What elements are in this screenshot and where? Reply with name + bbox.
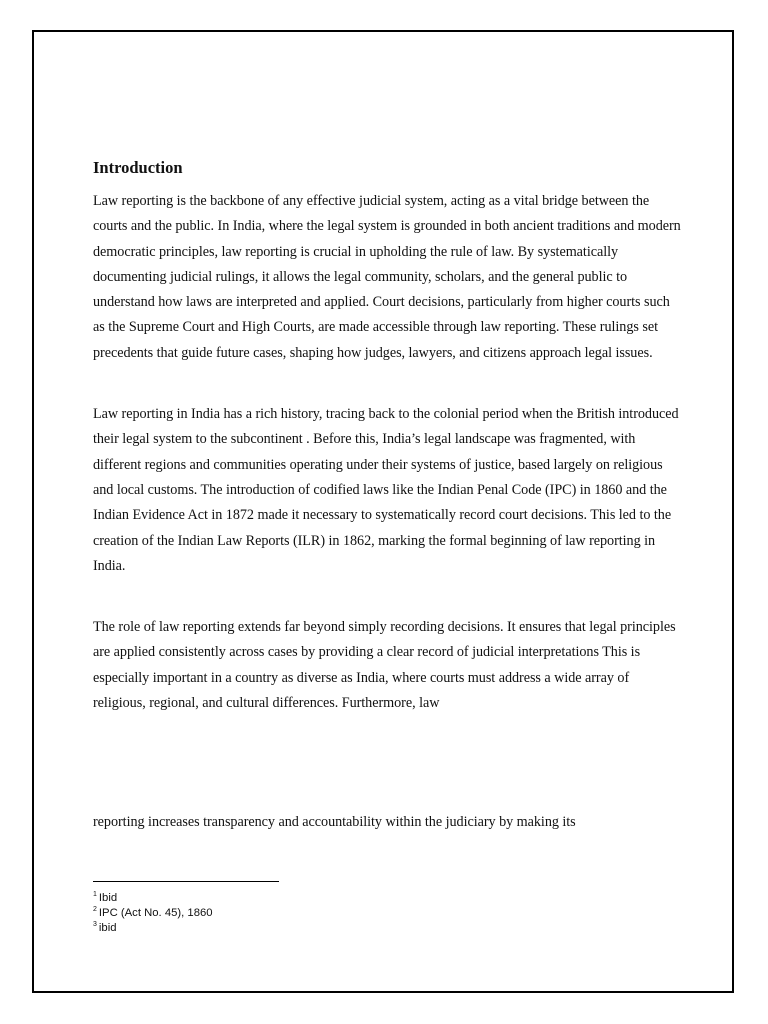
section-heading: Introduction (93, 158, 183, 177)
footnote-separator (93, 881, 279, 882)
footnote (93, 891, 213, 906)
footnote-mark: 2 (93, 906, 97, 914)
footnote-mark: 3 (93, 921, 97, 929)
footnotes (93, 891, 213, 936)
footnote-text: ibid (98, 922, 117, 934)
footnote-mark: 1 (93, 891, 97, 899)
footnote-text: Ibid (98, 892, 118, 904)
footnote (93, 906, 213, 921)
paragraph-3: The role of law reporting extends far beyond simply recording decisions. It ensures that legal principles are applied consistently across cases by providing a clear record of judicial interpretations This is especially important in a country as diverse as India, where courts must address a wide array of religious, regional, and cultural differences. Furthermore, law (93, 619, 676, 712)
footnote-text: IPC (Act No. 45), 1860 (98, 907, 213, 919)
paragraph-1: Law reporting is the backbone of any effective judicial system, acting as a vital bridge between the courts and the public. In India, where the legal system is grounded in both ancient traditions and modern democratic principles, law reporting is crucial in upholding the rule of law. By systematically documenting judicial rulings, it allows the legal community, scholars, and the general public to understand how laws are interpreted and applied. Court decisions, particularly from higher courts such as the Supreme Court and High Courts, are made accessible through law reporting. These rulings set precedents that guide future cases, shaping how judges, lawyers, and citizens approach legal issues. (93, 193, 681, 361)
paragraph-2: Law reporting in India has a rich history, tracing back to the colonial period when the British introduced their legal system to the subcontinent . Before this, India’s legal landscape was fragmented, with different regions and communities operating under their systems of justice, based largely on religious and local customs. The introduction of codified laws like the Indian Penal Code (IPC) in 1860 and the Indian Evidence Act in 1872 made it necessary to systematically record court decisions. This led to the creation of the Indian Law Reports (ILR) in 1862, marking the formal beginning of law reporting in India. (93, 406, 679, 574)
footnote (93, 921, 213, 936)
paragraph-4: reporting increases transparency and accountability within the judiciary by making its (93, 814, 576, 830)
document-body (93, 156, 683, 716)
